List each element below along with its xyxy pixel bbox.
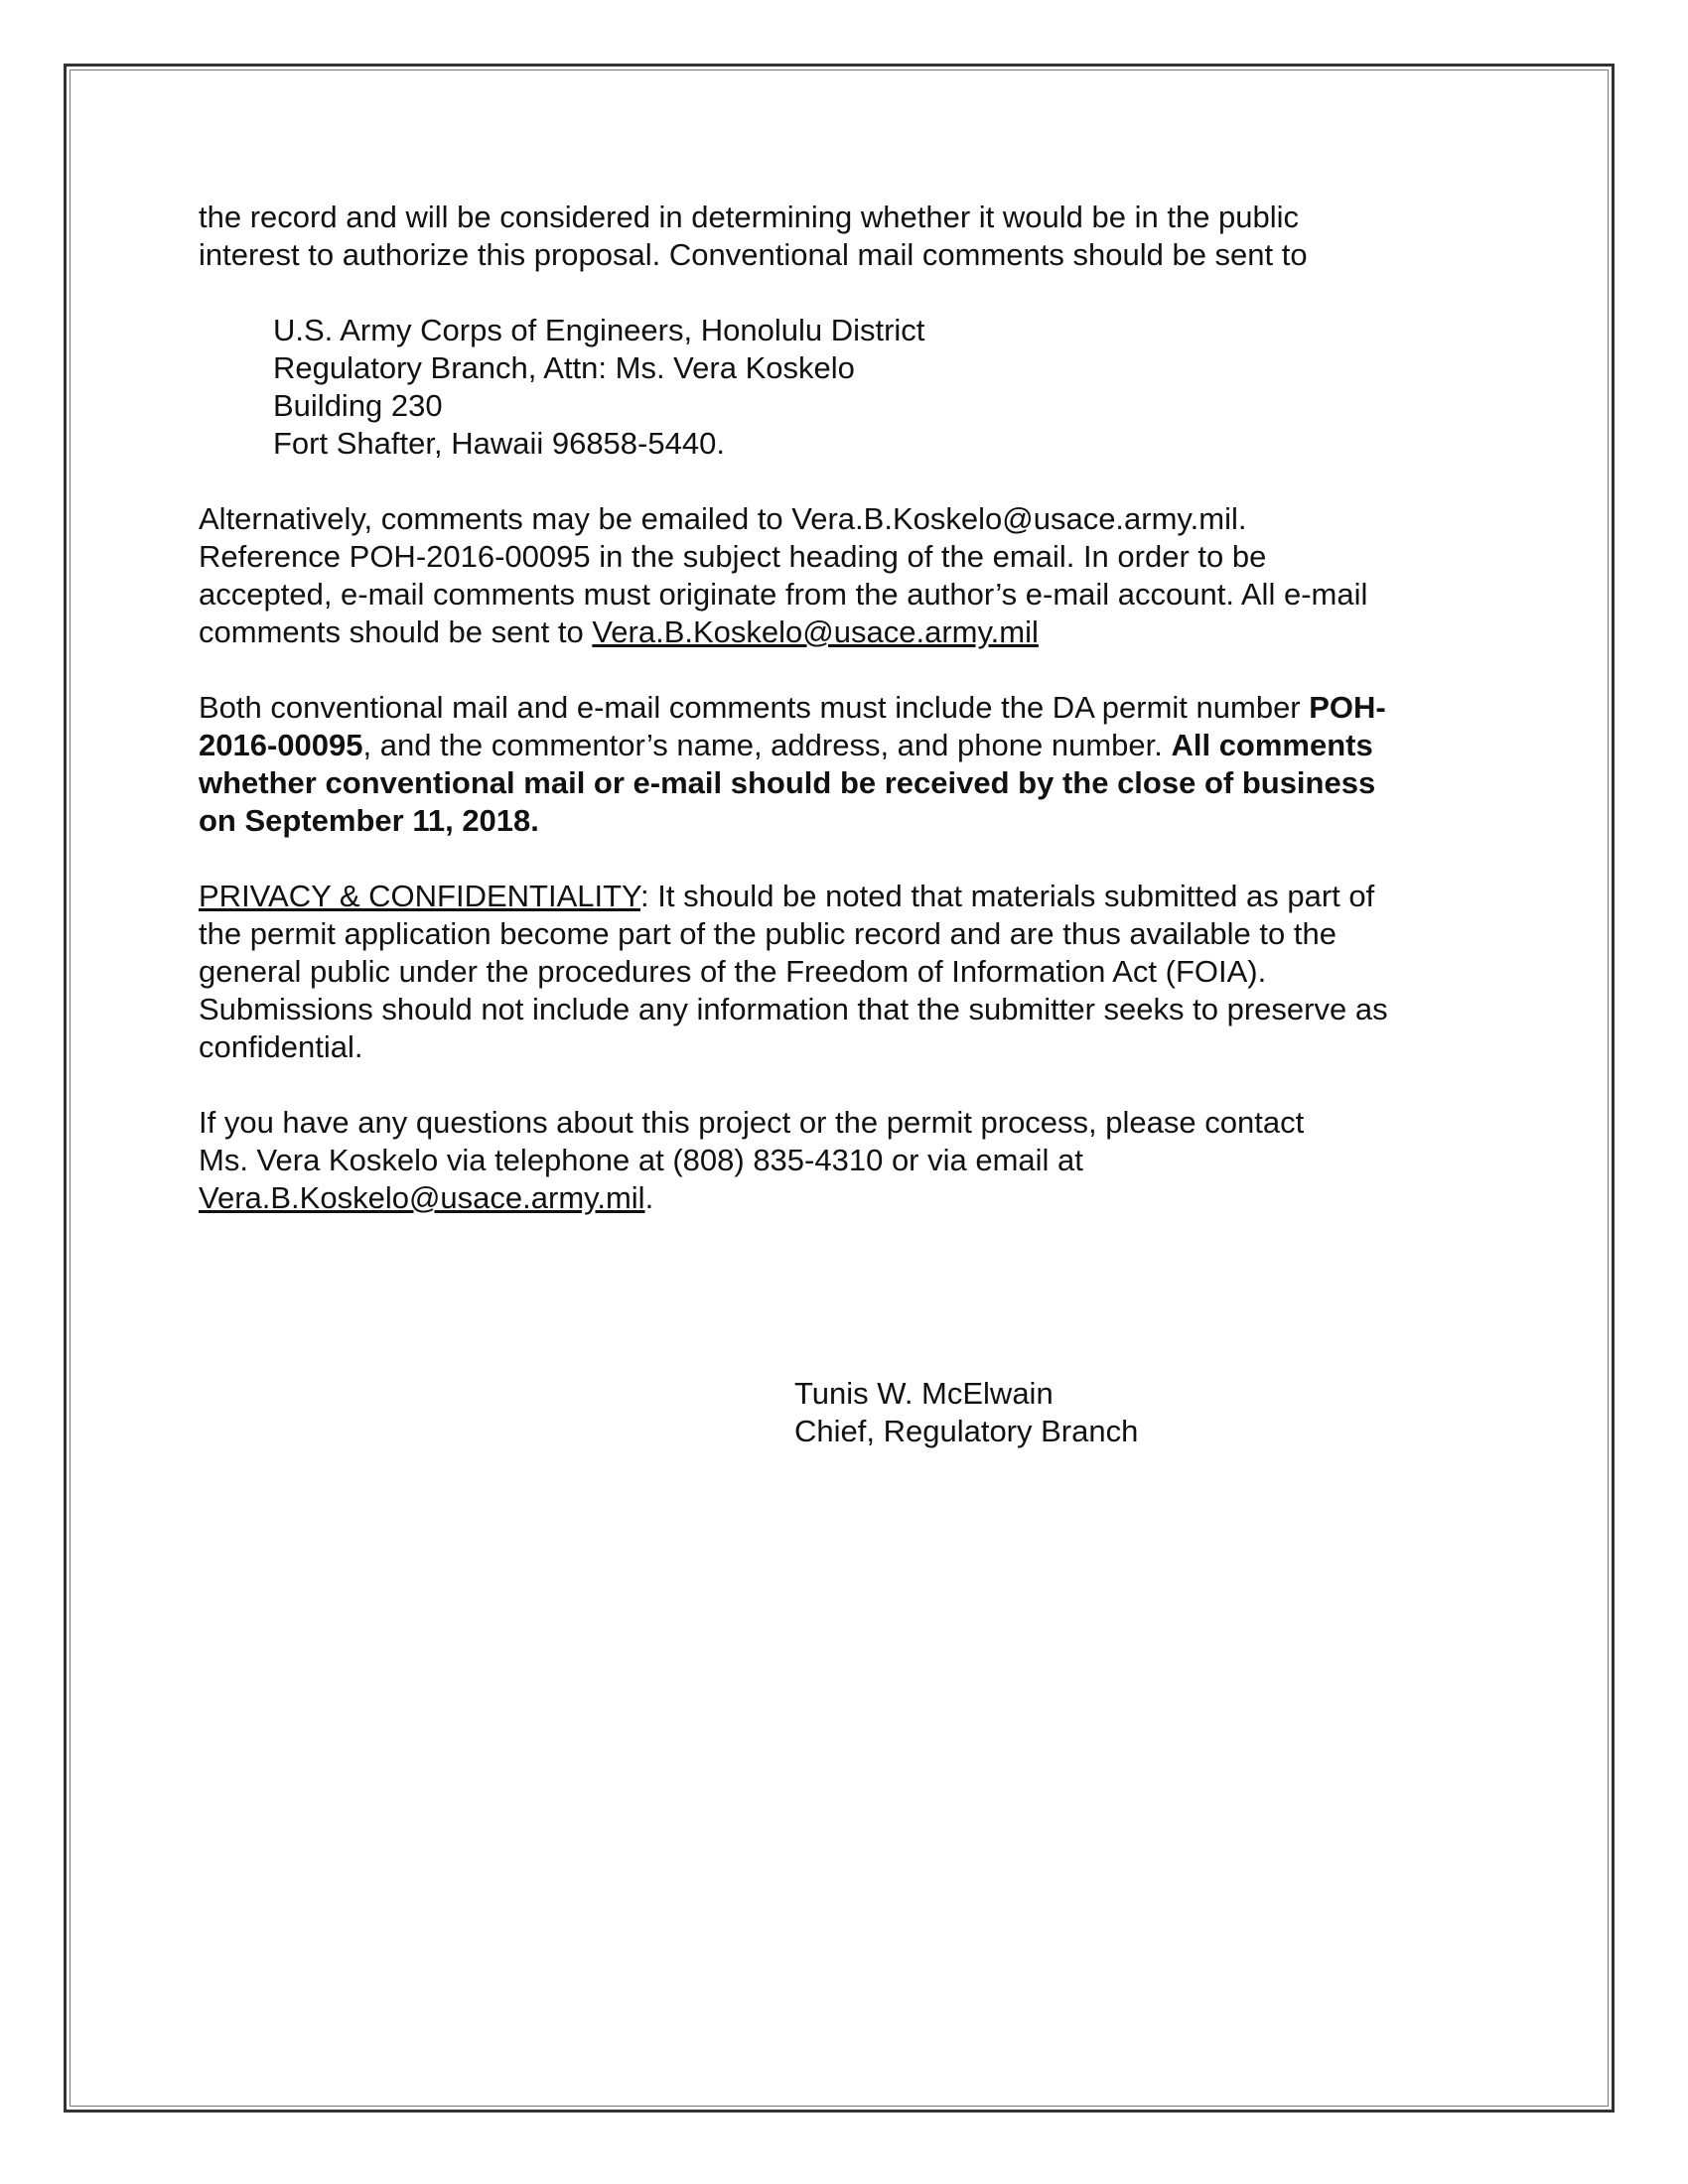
permit-line-1 (199, 689, 1499, 727)
privacy-line-5: confidential. (199, 1029, 363, 1064)
address-line-1: U.S. Army Corps of Engineers, Honolulu District (273, 313, 925, 347)
contact-paragraph (199, 1104, 1499, 1217)
privacy-line-4: Submissions should not include any information that the submitter seeks to preserve as (199, 992, 1388, 1026)
email-line-1: Alternatively, comments may be emailed to Vera.B.Koskelo@usace.army.mil. (199, 501, 1247, 536)
signature-title: Chief, Regulatory Branch (794, 1414, 1139, 1448)
contact-line-3 (199, 1179, 1499, 1217)
deadline-text-start: All comments (1171, 728, 1373, 762)
privacy-line-3: general public under the procedures of the Freedom of Information Act (FOIA). (199, 954, 1267, 989)
address-line-3: Building 230 (273, 388, 443, 423)
permit-line-2 (199, 727, 1499, 764)
privacy-line-2: the permit application become part of the public record and are thus available to the (199, 916, 1336, 951)
deadline-line-3: whether conventional mail or e-mail should be received by the close of business (199, 765, 1376, 800)
privacy-paragraph (199, 878, 1499, 1066)
signature-block (794, 1375, 1138, 1450)
intro-line-2: interest to authorize this proposal. Conventional mail comments should be sent to (199, 237, 1308, 272)
email-line-3: accepted, e-mail comments must originate from the author’s e-mail account. All e-mail (199, 577, 1368, 612)
permit-line-2-rest: , and the commentor’s name, address, and phone number. (362, 728, 1172, 762)
privacy-line-1 (199, 878, 1499, 915)
permit-paragraph (199, 689, 1499, 840)
permit-number-part-1: POH- (1309, 690, 1386, 725)
address-line-2: Regulatory Branch, Attn: Ms. Vera Koskelo (273, 350, 855, 385)
privacy-heading: PRIVACY & CONFIDENTIALITY (199, 879, 641, 913)
letter-body (199, 199, 1499, 1255)
address-line-4: Fort Shafter, Hawaii 96858-5440. (273, 426, 725, 461)
signature-name: Tunis W. McElwain (794, 1376, 1054, 1411)
email-line-4 (199, 614, 1499, 651)
mailing-address (273, 312, 1499, 463)
contact-email-link[interactable]: Vera.B.Koskelo@usace.army.mil (199, 1180, 645, 1215)
privacy-line-1-rest: : It should be noted that materials submitted as part of (640, 879, 1375, 913)
email-link[interactable]: Vera.B.Koskelo@usace.army.mil (592, 614, 1039, 649)
email-line-4-prefix: comments should be sent to (199, 614, 593, 649)
permit-number-part-2: 2016-00095 (199, 728, 363, 762)
intro-paragraph (199, 199, 1499, 274)
deadline-line-4: on September 11, 2018. (199, 803, 539, 838)
permit-line-1-prefix: Both conventional mail and e-mail comments must include the DA permit number (199, 690, 1310, 725)
contact-line-3-end: . (644, 1180, 654, 1215)
contact-line-2: Ms. Vera Koskelo via telephone at (808) 835-4310 or via email at (199, 1143, 1083, 1177)
email-paragraph (199, 500, 1499, 651)
intro-line-1: the record and will be considered in determining whether it would be in the public (199, 200, 1300, 234)
email-line-2: Reference POH-2016-00095 in the subject heading of the email. In order to be (199, 539, 1267, 574)
contact-line-1: If you have any questions about this project or the permit process, please contact (199, 1105, 1305, 1140)
